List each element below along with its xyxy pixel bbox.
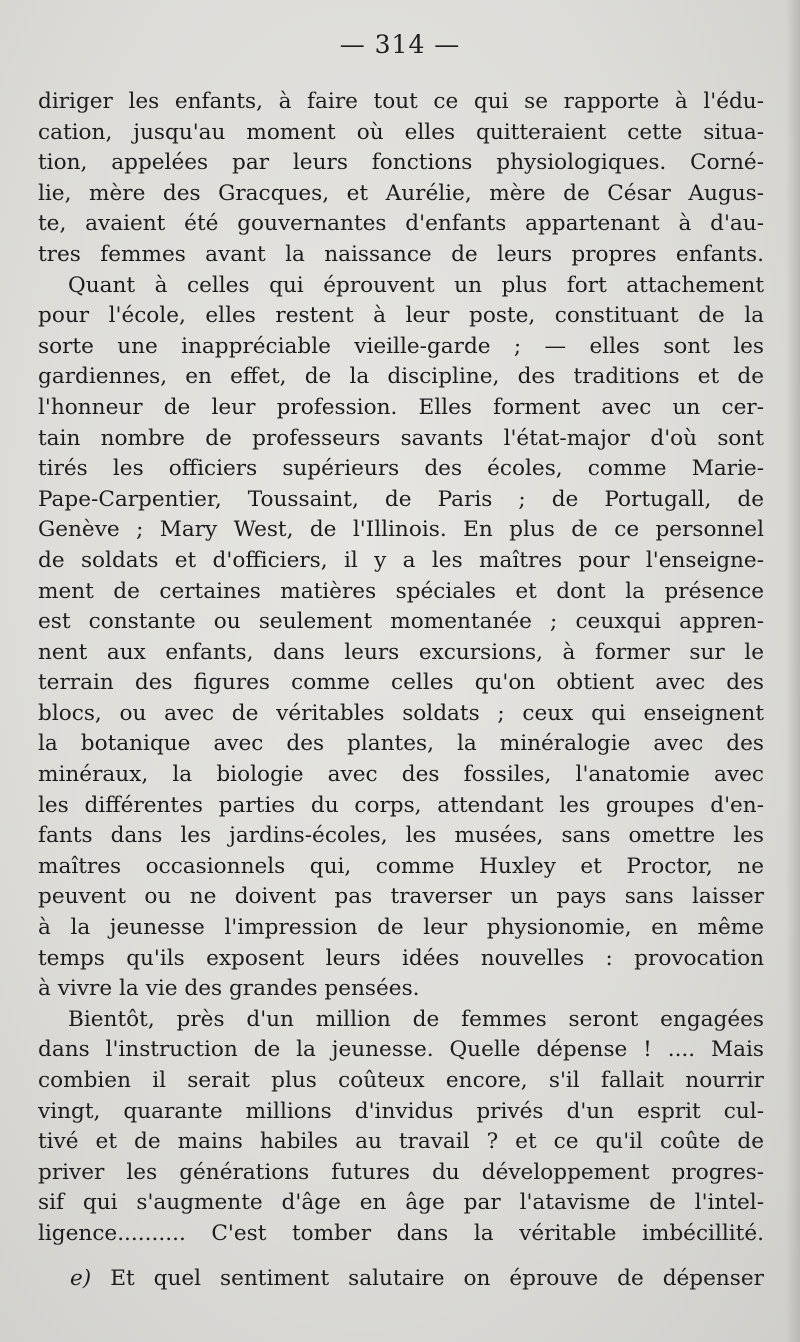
text-line: minéraux, la biologie avec des fossiles, l'anatomie avec [38, 762, 764, 788]
text-line: de soldats et d'officiers, il y a les maîtres pour l'enseigne- [38, 547, 764, 573]
text-line: à vivre la vie des grandes pensées. [38, 976, 420, 1002]
text-line: peuvent ou ne doivent pas traverser un pays sans laisser [38, 884, 764, 910]
text-line: fants dans les jardins-écoles, les musées, sans omettre les [38, 823, 764, 849]
text-line: Quant à celles qui éprouvent un plus fort attachement [68, 272, 764, 298]
text-line: pour l'école, elles restent à leur poste, constituant de la [38, 303, 764, 329]
text-line: tion, appelées par leurs fonctions physiologiques. Corné- [38, 150, 764, 176]
text-line: sorte une inappréciable vieille-garde ; — elles sont les [38, 333, 764, 359]
text-line: les différentes parties du corps, attendant les groupes d'en- [38, 792, 764, 818]
text-line: cation, jusqu'au moment où elles quitteraient cette situa- [38, 119, 764, 145]
text-line: tivé et de mains habiles au travail ? et ce qu'il coûte de [38, 1129, 764, 1155]
text-line: sif qui s'augmente d'âge en âge par l'atavisme de l'intel- [38, 1190, 764, 1216]
text-line: ment de certaines matières spéciales et dont la présence [38, 578, 764, 604]
text-line: nent aux enfants, dans leurs excursions, à former sur le [38, 639, 764, 665]
text-line: Pape-Carpentier, Toussaint, de Paris ; de Portugall, de [38, 486, 764, 512]
text-line: dans l'instruction de la jeunesse. Quelle dépense ! .... Mais [38, 1037, 764, 1063]
text-line: maîtres occasionnels qui, comme Huxley et Proctor, ne [38, 853, 764, 879]
text-line: diriger les enfants, à faire tout ce qui se rapporte à l'édu- [38, 89, 764, 114]
section-text: Et quel sentiment salutaire on éprouve de dépenser [110, 1266, 764, 1291]
text-line: lie, mère des Gracques, et Aurélie, mère de César Augus- [38, 180, 764, 206]
text-line: la botanique avec des plantes, la minéralogie avec des [38, 731, 764, 757]
text-line: priver les générations futures du développement progres- [38, 1159, 764, 1185]
text-line: tain nombre de professeurs savants l'état-major d'où sont [38, 425, 764, 451]
text-line: gardiennes, en effet, de la discipline, des traditions et de [38, 364, 764, 390]
section-marker: e) [70, 1266, 92, 1291]
next-section-line [70, 1264, 764, 1294]
text-line: vingt, quarante millions d'invidus privés d'un esprit cul- [38, 1098, 764, 1124]
text-line: te, avaient été gouvernantes d'enfants appartenant à d'au- [38, 211, 764, 237]
paragraph-2 [38, 271, 764, 1005]
paragraph-1 [38, 87, 764, 271]
text-line: temps qu'ils exposent leurs idées nouvelles : provocation [38, 945, 764, 971]
text-line: tirés les officiers supérieurs des écoles, comme Marie- [38, 456, 764, 482]
text-line: terrain des figures comme celles qu'on obtient avec des [38, 670, 764, 696]
text-line: l'honneur de leur profession. Elles forment avec un cer- [38, 394, 764, 420]
text-line: combien il serait plus coûteux encore, s'il fallait nourrir [38, 1068, 764, 1093]
body-text [38, 87, 764, 1250]
page-number: — 314 — [339, 30, 461, 59]
text-line: Genève ; Mary West, de l'Illinois. En plus de ce personnel [38, 517, 764, 543]
text-line: ligence.......... C'est tomber dans la véritable imbécillité. [38, 1220, 764, 1246]
text-line: tres femmes avant la naissance de leurs propres enfants. [38, 241, 764, 267]
paragraph-3 [38, 1005, 764, 1250]
text-line: à la jeunesse l'impression de leur physionomie, en même [38, 915, 764, 941]
text-line: Bientôt, près d'un million de femmes seront engagées [68, 1006, 764, 1032]
text-line: blocs, ou avec de véritables soldats ; ceux qui enseignent [38, 700, 764, 726]
text-line: est constante ou seulement momentanée ; ceuxqui appren- [38, 609, 764, 635]
